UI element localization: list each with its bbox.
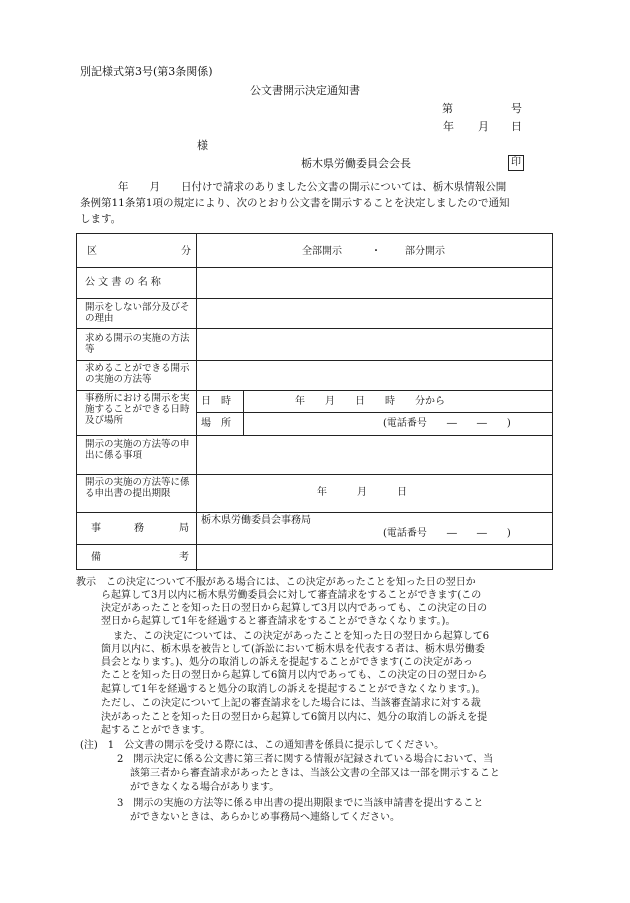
date-year-label: 年	[443, 120, 454, 133]
label-requested-method: 求める開示の実施の方法等	[85, 333, 190, 355]
label-method-application: 開示の実施の方法等の申出に係る事項	[85, 439, 190, 461]
form-table	[76, 233, 553, 570]
issuer-name: 栃木県労働委員会会長	[301, 157, 411, 170]
label-application-deadline: 開示の実施の方法等に係る申出書の提出期限	[85, 477, 190, 499]
option-full-disclosure: 全部開示	[302, 246, 342, 257]
instruction-line-7: 員会となります。)、処分の取消しの訴えを提起することができます(この決定があっ	[101, 657, 473, 668]
label-category-left: 区	[87, 246, 97, 257]
option-partial-disclosure: 部分開示	[405, 246, 445, 257]
instruction-line-3: 決定があったことを知った日の翌日から起算して3月以内であっても、この決定の日の	[101, 603, 488, 614]
label-office-disclosure: 事務所における開示を実施することができる日時及び場所	[85, 393, 190, 426]
recipient-suffix: 様	[197, 139, 208, 152]
intro-line-2: 条例第11条第1項の規定により、次のとおり公文書を開示することを決定しましたので通知	[80, 197, 510, 209]
label-office-right: 局	[179, 523, 189, 534]
instruction-line-4: 翌日から起算して1年を経過すると審査請求をすることができなくなります。)。	[101, 616, 456, 627]
option-separator: ・	[371, 246, 381, 257]
note-1: (注) 1 公文書の開示を受ける際には、この通知書を係員に提示してください。	[80, 740, 445, 751]
instruction-line-6: 箇月以内に、栃木県を被告として(訴訟において栃木県を代表する者は、栃木県労働委	[101, 644, 485, 655]
seal-stamp: 印	[508, 155, 524, 171]
value-deadline-date: 年 月 日	[317, 487, 407, 498]
label-remarks-left: 備	[91, 552, 101, 563]
note-3-line-2: ができないときは、あらかじめ事務局へ連絡してください。	[130, 812, 400, 823]
label-category-right: 分	[181, 246, 191, 257]
number-prefix: 第	[442, 102, 453, 115]
note-2-line-2: 該第三者から審査請求があったときは、当該公文書の全部又は一部を開示すること	[130, 768, 500, 779]
instruction-line-5: また、この決定については、この決定があったことを知った日の翌日から起算して6	[113, 631, 490, 642]
note-2-line-3: ができなくなる場合があります。	[130, 782, 280, 793]
date-day-label: 日	[511, 120, 522, 133]
value-office-name: 栃木県労働委員会事務局	[201, 515, 311, 526]
label-datetime: 日 時	[201, 396, 231, 407]
instruction-line-12: 起することができます。	[101, 725, 211, 736]
instruction-line-9: 起算して1年を経過すると処分の取消しの訴えを提起することができなくなります。)。	[101, 684, 486, 695]
label-office-left: 事	[91, 523, 101, 534]
instruction-line-11: 決があったことを知った日の翌日から起算して6箇月以内に、処分の取消しの訴えを提	[101, 712, 488, 723]
value-place-phone: (電話番号 ― ― )	[383, 418, 511, 429]
label-place: 場 所	[201, 418, 231, 429]
value-datetime: 年 月 日 時 分から	[295, 396, 445, 407]
label-document-name: 公 文 書 の 名 称	[85, 277, 161, 288]
value-office-phone: (電話番号 ― ― )	[383, 528, 511, 539]
instruction-line-10: ただし、この決定について上記の審査請求をした場合には、当該審査請求に対する裁	[101, 698, 481, 709]
number-suffix: 号	[511, 102, 522, 115]
label-available-methods: 求めることができる開示の実施の方法等	[85, 363, 190, 385]
form-number: 別記様式第3号(第3条関係)	[80, 65, 213, 78]
instruction-line-8: たことを知った日の翌日から起算して6箇月以内であっても、この決定の日の翌日から	[101, 670, 488, 681]
label-undisclosed-parts: 開示をしない部分及びその理由	[85, 302, 190, 324]
page-title: 公文書開示決定通知書	[250, 84, 360, 97]
instruction-line-2: ら起算して3月以内に栃木県労働委員会に対して審査請求をすることができます(この	[101, 590, 482, 601]
label-remarks-right: 考	[179, 552, 189, 563]
intro-line-1: 年 月 日付けで請求のありました公文書の開示については、栃木県情報公開	[118, 181, 507, 193]
instruction-line-1: 教示 この決定について不服がある場合には、この決定があったことを知った日の翌日か	[76, 577, 476, 588]
label-office-mid: 務	[134, 523, 144, 534]
date-month-label: 月	[478, 120, 489, 133]
note-3-line-1: 3 開示の実施の方法等に係る申出書の提出期限までに当該申請書を提出すること	[117, 798, 484, 809]
intro-line-3: します。	[80, 213, 122, 225]
note-2-line-1: 2 開示決定に係る公文書に第三者に関する情報が記録されている場合において、当	[117, 754, 494, 765]
